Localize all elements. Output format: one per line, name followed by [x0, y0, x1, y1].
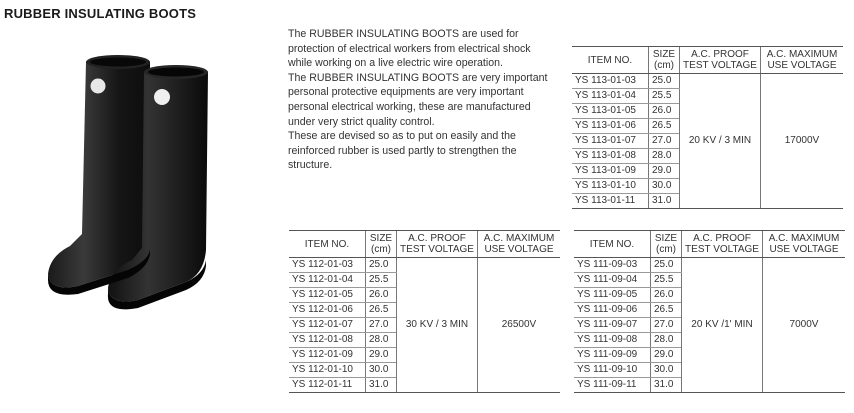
- proof-voltage-cell: 20 KV /1' MIN: [682, 258, 763, 393]
- max-voltage-cell: 17000V: [761, 74, 844, 209]
- size-cell: 26.0: [649, 104, 680, 119]
- header-max-label: A.C. MAXIMUM: [768, 233, 840, 244]
- item-no-cell: YS 113-01-03: [572, 74, 649, 89]
- item-no-cell: YS 111-09-11: [574, 378, 651, 393]
- item-no-cell: YS 112-01-10: [289, 363, 366, 378]
- header-proof-label: A.C. PROOF: [408, 233, 466, 244]
- size-cell: 30.0: [649, 179, 680, 194]
- max-voltage-cell: 7000V: [763, 258, 846, 393]
- header-item-no: ITEM NO.: [572, 47, 649, 74]
- header-proof-sub: TEST VOLTAGE: [685, 244, 759, 255]
- max-voltage-cell: 26500V: [478, 258, 561, 393]
- description-paragraph: These are devised so as to put on easily and the reinforced rubber is used partly to strengthen the structure.: [288, 130, 517, 172]
- item-no-cell: YS 113-01-04: [572, 89, 649, 104]
- header-proof-voltage: [680, 47, 761, 74]
- item-no-cell: YS 113-01-06: [572, 119, 649, 134]
- rubber-boots-image: [38, 48, 218, 318]
- item-no-cell: YS 113-01-09: [572, 164, 649, 179]
- page-title: RUBBER INSULATING BOOTS: [4, 6, 197, 21]
- size-cell: 26.0: [651, 288, 682, 303]
- size-cell: 31.0: [366, 378, 397, 393]
- header-item-no: ITEM NO.: [289, 231, 366, 258]
- item-no-cell: YS 111-09-08: [574, 333, 651, 348]
- table-row: [574, 258, 845, 273]
- header-proof-sub: TEST VOLTAGE: [400, 244, 474, 255]
- item-no-cell: YS 112-01-08: [289, 333, 366, 348]
- size-cell: 27.0: [651, 318, 682, 333]
- item-no-cell: YS 111-09-06: [574, 303, 651, 318]
- item-no-cell: YS 112-01-09: [289, 348, 366, 363]
- size-cell: 31.0: [649, 194, 680, 209]
- size-cell: 28.0: [651, 333, 682, 348]
- item-no-cell: YS 113-01-05: [572, 104, 649, 119]
- table-row: [572, 74, 843, 89]
- size-cell: 25.5: [649, 89, 680, 104]
- item-no-cell: YS 111-09-05: [574, 288, 651, 303]
- size-cell: 26.5: [366, 303, 397, 318]
- size-cell: 29.0: [651, 348, 682, 363]
- header-size: [649, 47, 680, 74]
- proof-voltage-cell: 20 KV / 3 MIN: [680, 74, 761, 209]
- header-size-label: SIZE: [652, 49, 676, 60]
- spec-table-ys112: [289, 230, 560, 393]
- item-no-cell: YS 112-01-11: [289, 378, 366, 393]
- size-cell: 30.0: [651, 363, 682, 378]
- header-size-label: SIZE: [369, 233, 393, 244]
- header-proof-sub: TEST VOLTAGE: [683, 60, 757, 71]
- spec-table-ys111: [574, 230, 845, 393]
- header-size-unit: (cm): [656, 244, 676, 255]
- size-cell: 28.0: [649, 149, 680, 164]
- header-size-unit: (cm): [371, 244, 391, 255]
- size-cell: 25.5: [366, 273, 397, 288]
- header-proof-voltage: [397, 231, 478, 258]
- description-paragraph: The RUBBER INSULATING BOOTS are used for protection of electrical workers from electrical shock while working on a live electric wire operation.: [288, 28, 531, 70]
- header-size: [366, 231, 397, 258]
- product-description: [288, 27, 553, 173]
- header-item-no: ITEM NO.: [574, 231, 651, 258]
- header-size-label: SIZE: [654, 233, 678, 244]
- table-row: [289, 258, 560, 273]
- size-cell: 25.5: [651, 273, 682, 288]
- size-cell: 26.0: [366, 288, 397, 303]
- item-no-cell: YS 112-01-04: [289, 273, 366, 288]
- item-no-cell: YS 112-01-03: [289, 258, 366, 273]
- item-no-cell: YS 112-01-06: [289, 303, 366, 318]
- size-cell: 26.5: [649, 119, 680, 134]
- header-proof-voltage: [682, 231, 763, 258]
- header-max-label: A.C. MAXIMUM: [766, 49, 838, 60]
- size-cell: 26.5: [651, 303, 682, 318]
- header-max-voltage: [478, 231, 561, 258]
- description-paragraph: The RUBBER INSULATING BOOTS are very important personal protective equipments are very important personal electrical working, these are manufactured under very strict quality control.: [288, 71, 548, 128]
- size-cell: 25.0: [366, 258, 397, 273]
- item-no-cell: YS 111-09-07: [574, 318, 651, 333]
- proof-voltage-cell: 30 KV / 3 MIN: [397, 258, 478, 393]
- header-proof-label: A.C. PROOF: [693, 233, 751, 244]
- spec-table-ys113: [572, 46, 843, 209]
- item-no-cell: YS 111-09-03: [574, 258, 651, 273]
- item-no-cell: YS 112-01-07: [289, 318, 366, 333]
- item-no-cell: YS 113-01-07: [572, 134, 649, 149]
- header-proof-label: A.C. PROOF: [691, 49, 749, 60]
- header-max-voltage: [761, 47, 844, 74]
- header-max-sub: USE VOLTAGE: [767, 60, 837, 71]
- header-size: [651, 231, 682, 258]
- header-max-sub: USE VOLTAGE: [769, 244, 839, 255]
- size-cell: 27.0: [649, 134, 680, 149]
- item-no-cell: YS 111-09-09: [574, 348, 651, 363]
- header-max-voltage: [763, 231, 846, 258]
- size-cell: 31.0: [651, 378, 682, 393]
- item-no-cell: YS 111-09-04: [574, 273, 651, 288]
- size-cell: 29.0: [649, 164, 680, 179]
- header-max-label: A.C. MAXIMUM: [483, 233, 555, 244]
- size-cell: 25.0: [649, 74, 680, 89]
- header-max-sub: USE VOLTAGE: [484, 244, 554, 255]
- size-cell: 29.0: [366, 348, 397, 363]
- item-no-cell: YS 113-01-08: [572, 149, 649, 164]
- size-cell: 25.0: [651, 258, 682, 273]
- size-cell: 30.0: [366, 363, 397, 378]
- size-cell: 27.0: [366, 318, 397, 333]
- item-no-cell: YS 113-01-11: [572, 194, 649, 209]
- item-no-cell: YS 111-09-10: [574, 363, 651, 378]
- item-no-cell: YS 113-01-10: [572, 179, 649, 194]
- item-no-cell: YS 112-01-05: [289, 288, 366, 303]
- header-size-unit: (cm): [654, 60, 674, 71]
- size-cell: 28.0: [366, 333, 397, 348]
